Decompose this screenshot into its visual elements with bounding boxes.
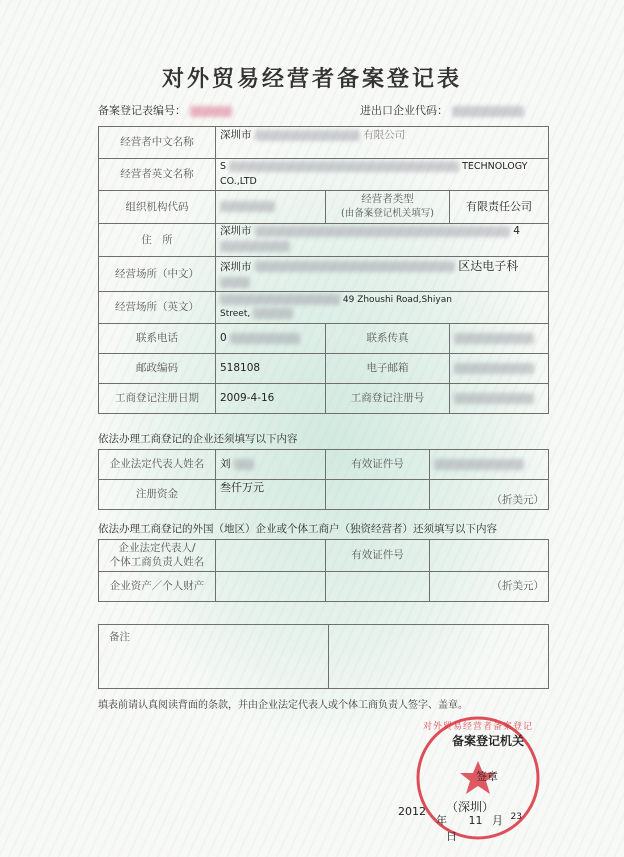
redacted-site-cn: [255, 261, 455, 272]
redacted-site-en: [220, 294, 340, 305]
redacted-address: [255, 226, 510, 237]
site-en-label: 经营场所（英文）: [99, 292, 216, 324]
redacted-site-en-2: [253, 308, 293, 319]
stamp-city: （深圳）: [446, 800, 495, 814]
section1-heading: 依法办理工商登记的企业还须填写以下内容: [98, 433, 298, 445]
type-label: 经营者类型: [361, 193, 414, 206]
reg-date-value: 2009-4-16: [216, 384, 326, 414]
redacted-phone: [230, 333, 300, 344]
biz-regno-label: 工商登记注册号: [326, 384, 450, 414]
date-year-unit: 年: [436, 814, 447, 827]
redacted-address-2: [220, 241, 290, 252]
row-en-name: [99, 159, 549, 191]
capital-label: 注册资金: [99, 480, 216, 510]
redacted-biz-regno: [454, 393, 534, 404]
foreign-id-label: 有效证件号: [326, 540, 430, 572]
row-foreign-rep: [99, 540, 549, 572]
redacted-en-name: [229, 161, 459, 172]
date-units: [436, 812, 546, 844]
site-en-tail: 49 Zhoushi Road,Shiyan: [342, 295, 452, 305]
row-cn-name: [99, 127, 549, 159]
redacted-email: [454, 363, 534, 374]
phone-label: 联系电话: [99, 324, 216, 354]
row-assets: [99, 572, 549, 602]
cn-name-value: 深圳市: [220, 129, 252, 141]
ie-code-field: [360, 102, 524, 118]
assets-label: 企业资产／个人财产: [99, 572, 216, 602]
capital-unit: （折美元）: [491, 493, 544, 506]
postcode-label: 邮政编码: [99, 354, 216, 384]
row-remarks: [99, 625, 549, 689]
site-en-value-b: Street,: [220, 308, 251, 319]
en-name-value-c: CO.,LTD: [220, 175, 257, 187]
redacted-id-no: [434, 459, 524, 470]
reg-date-label: 工商登记注册日期: [99, 384, 216, 414]
section2-heading: 依法办理工商登记的外国（地区）企业或个体工商户（独资经营者）还须填写以下内容: [98, 523, 497, 535]
row-org-code: [99, 191, 549, 224]
en-name-value-a: S: [220, 161, 227, 173]
row-postcode: [99, 354, 549, 384]
footer-note: 填表前请认真阅读背面的条款，并由企业法定代表人或个体工商负责人签字、盖章。: [98, 700, 468, 711]
foreign-rep-label-1: 企业法定代表人/: [118, 541, 196, 554]
address-label: 住 所: [99, 224, 216, 257]
row-legal-rep: [99, 450, 549, 480]
section2-table: [98, 539, 549, 602]
postcode-value: 518108: [216, 354, 326, 384]
fax-label: 联系传真: [326, 324, 450, 354]
org-code-label: 组织机构代码: [99, 191, 216, 224]
stamp-title: 备案登记机关: [452, 734, 525, 748]
redacted-cn-name: [255, 130, 360, 141]
seal-ring-text: 对外贸易经营者备案登记: [422, 722, 533, 732]
address-tail: 4: [513, 225, 520, 237]
row-site-en: [99, 292, 549, 324]
reg-no-label: 备案登记表编号：: [98, 104, 186, 117]
en-name-value-b: TECHNOLOGY: [462, 161, 528, 173]
redacted-reg-no: [190, 106, 232, 117]
redacted-ie-code: [452, 106, 524, 117]
cn-name-label: 经营者中文名称: [99, 127, 216, 159]
date-day: 23: [510, 812, 522, 822]
date-month-unit: 月: [492, 814, 503, 827]
stamp-seal-label: 签章: [476, 770, 498, 783]
redacted-legal-rep: [234, 459, 254, 470]
type-value: 有限责任公司: [450, 191, 549, 224]
row-phone: [99, 324, 549, 354]
address-value: 深圳市: [220, 225, 252, 237]
capital-value: 叁仟万元: [216, 480, 326, 510]
ie-code-label: 进出口企业代码：: [360, 104, 448, 117]
remarks-label: 备注: [99, 625, 329, 689]
row-capital: [99, 480, 549, 510]
redacted-site-cn-2: [220, 277, 250, 288]
redacted-org-code: [220, 201, 275, 212]
legal-rep-value: 刘: [220, 458, 231, 471]
section1-table: [98, 449, 549, 510]
redacted-fax: [454, 333, 534, 344]
cn-name-tail: 有限公司: [363, 129, 406, 141]
reg-no-field: [98, 102, 232, 118]
date-month: 11: [468, 814, 483, 827]
assets-unit: （折美元）: [491, 580, 544, 593]
legal-rep-label: 企业法定代表人姓名: [99, 450, 216, 480]
row-site-cn: [99, 256, 549, 292]
row-address: [99, 224, 549, 257]
date-day-unit: 日: [446, 830, 457, 843]
main-info-table: [98, 126, 549, 414]
date-line: [398, 805, 426, 818]
site-cn-tail: 区达电子科: [458, 258, 519, 273]
foreign-rep-label-2: 个体工商负责人姓名: [109, 555, 205, 568]
site-cn-value: 深圳市: [220, 260, 252, 273]
phone-value: 0: [220, 332, 227, 345]
en-name-label: 经营者英文名称: [99, 159, 216, 191]
type-sub-label: (由备案登记机关填写): [341, 208, 434, 219]
date-year: 2012: [398, 805, 426, 818]
site-cn-label: 经营场所（中文）: [99, 256, 216, 292]
form-title: 对外贸易经营者备案登记表: [161, 66, 462, 92]
email-label: 电子邮箱: [326, 354, 450, 384]
id-no-label: 有效证件号: [326, 450, 430, 480]
row-reg-date: [99, 384, 549, 414]
remarks-table: [98, 624, 549, 689]
